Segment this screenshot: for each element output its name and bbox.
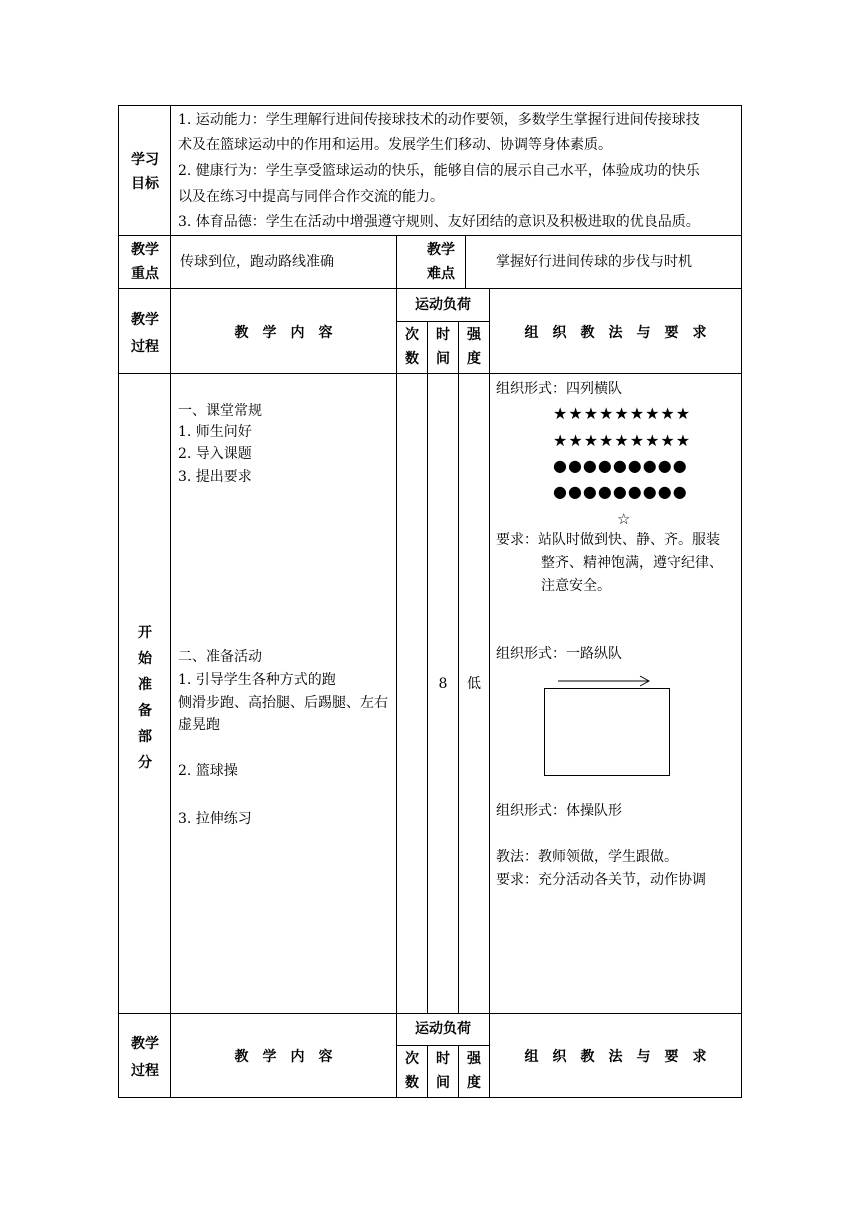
content-item: 2. 导入课题 (178, 446, 252, 462)
objective-line: 3. 体育品德：学生在活动中增强遵守规则、友好团结的意识及积极进取的优良品质。 (178, 214, 700, 230)
objectives-label: 学习目标 (131, 152, 159, 192)
row-line (118, 288, 742, 289)
star-row: ★★★★★★★★★ (553, 431, 692, 450)
content-item: 3. 拉伸练习 (178, 811, 252, 827)
running-route-diagram (540, 672, 675, 780)
method-header: 组 织 教 法 与 要 求 (524, 325, 707, 341)
route-box (545, 689, 670, 776)
time-value: 8 (438, 676, 448, 692)
count-header: 次数 (405, 327, 419, 367)
content-item: 3. 提出要求 (178, 469, 252, 485)
intensity-value: 低 (467, 676, 481, 692)
process-label: 教学过程 (131, 312, 159, 355)
difficulty-label: 教学难点 (427, 242, 455, 282)
method-text: 教法：教师领做，学生跟做。 (496, 849, 678, 865)
objective-line: 2. 健康行为：学生享受篮球运动的快乐，能够自信的展示自己水平，体验成功的快乐 (178, 163, 700, 179)
objective-line: 术及在篮球运动中的作用和运用。发展学生们移动、协调等身体素质。 (178, 137, 612, 153)
col-line (458, 321, 459, 1013)
content-item: 1. 师生问好 (178, 424, 252, 440)
content-header: 教 学 内 容 (234, 325, 333, 341)
intensity-header: 强度 (467, 327, 481, 367)
row-line (396, 1045, 489, 1046)
time-header: 时间 (436, 1051, 450, 1091)
content-item: 侧滑步跑、高抬腿、后踢腿、左右虚晃跑 (178, 695, 388, 733)
key-point-text: 传球到位，跑动路线准确 (180, 254, 334, 270)
teacher-symbol: ☆ (617, 510, 632, 528)
col-line (741, 105, 742, 1098)
load-header: 运动负荷 (415, 297, 471, 313)
objective-line: 1. 运动能力：学生理解行进间传接球技术的动作要领，多数学生掌握行进间传接球技 (178, 112, 700, 128)
content-header: 教 学 内 容 (234, 1049, 333, 1065)
content-title: 二、准备活动 (178, 649, 262, 665)
difficulty-text: 掌握好行进间传球的步伐与时机 (496, 254, 692, 270)
dot-row: ●●●●●●●●● (553, 482, 688, 501)
method-header: 组 织 教 法 与 要 求 (524, 1049, 707, 1065)
col-line (396, 235, 397, 288)
col-line (489, 288, 490, 1098)
col-line (118, 105, 119, 1098)
row-line (118, 235, 742, 236)
content-item: 1. 引导学生各种方式的跑 (178, 672, 336, 688)
col-line (465, 235, 466, 288)
col-line (427, 321, 428, 1013)
requirement-text: 整齐、精神饱满，遵守纪律、 (541, 555, 723, 571)
process-label: 教学过程 (131, 1036, 159, 1079)
col-line (170, 105, 171, 1098)
objective-line: 以及在练习中提高与同伴合作交流的能力。 (178, 189, 444, 205)
col-line (396, 288, 397, 1098)
requirement-text: 要求：充分活动各关节，动作协调 (496, 872, 706, 888)
content-title: 一、课堂常规 (178, 403, 262, 419)
intensity-header: 强度 (467, 1051, 481, 1091)
row-line (118, 1013, 742, 1014)
key-point-label: 教学重点 (131, 242, 159, 282)
formation-text: 组织形式：一路纵队 (496, 646, 622, 662)
requirement-text: 要求：站队时做到快、静、齐。服装 (496, 532, 720, 548)
col-line (458, 1045, 459, 1098)
count-header: 次数 (405, 1051, 419, 1091)
col-line (427, 1045, 428, 1098)
section-label: 开始准备部分 (138, 625, 152, 771)
row-line (396, 321, 489, 322)
formation-text: 组织形式：四列横队 (496, 381, 622, 397)
star-row: ★★★★★★★★★ (553, 404, 692, 423)
dot-row: ●●●●●●●●● (553, 456, 688, 475)
load-header: 运动负荷 (415, 1021, 471, 1037)
formation-text: 组织形式：体操队形 (496, 803, 622, 819)
row-line (118, 373, 742, 374)
requirement-text: 注意安全。 (541, 578, 611, 594)
time-header: 时间 (436, 327, 450, 367)
content-item: 2. 篮球操 (178, 763, 238, 779)
row-line (118, 1097, 742, 1098)
row-line (118, 105, 742, 106)
